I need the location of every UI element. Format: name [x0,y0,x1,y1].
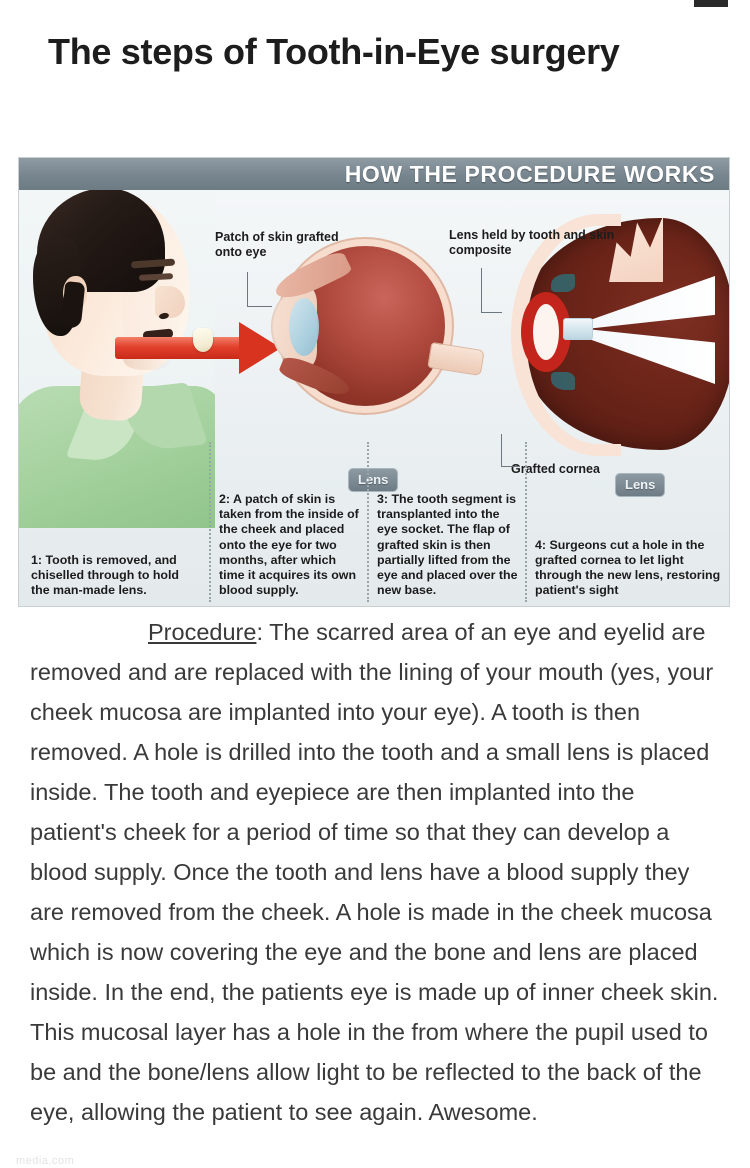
procedure-body-text: The scarred area of an eye and eyelid are removed and are replaced with the lining of your mouth (yes, your cheek mucosa are implanted into your eye). A tooth is then removed. A hole is drilled into the tooth and a small lens is placed inside. The tooth and eyepiece are then implanted into the patient's cheek for a period of time so that they can develop a blood supply. Once the tooth and lens have a blood supply they are removed from the cheek. A hole is made in the cheek mucosa which is now covering the eye and the bone and lens are placed inside. In the end, the patients eye is made up of inner cheek skin. This mucosal layer has a hole in the from where the pupil used to be and the bone/lens allow light to be reflected to the back of the eye, allowing the patient to see again. Awesome. [30,619,719,1125]
step-divider-1 [209,442,211,602]
nose-shape [155,286,185,318]
tooth-icon [193,328,213,352]
callout-patch-of-skin: Patch of skin grafted onto eye [215,230,339,259]
step-captions-row [19,482,729,606]
eye-cross-section-diagram [265,242,455,432]
step-number-4: 4: [535,537,547,552]
callout-grafted-cornea: Grafted cornea [511,462,600,476]
step-caption-2 [219,492,359,598]
step-divider-3 [525,442,527,602]
infographic-panel [18,157,730,607]
infographic-banner [19,158,729,190]
procedure-description [30,612,720,1132]
implanted-lens-cylinder [563,318,593,340]
step-text-3: The tooth segment is transplanted into the eye socket. The flap of grafted skin is then partially lifted from the eye and placed over the new base. [377,492,518,597]
callout-leader-grafted-cornea [501,434,520,467]
bottom-clipped-text: media.com [16,1155,75,1167]
top-clipped-mark [694,0,728,7]
lens-label-left: Lens [348,468,398,492]
step-text-4: Surgeons cut a hole in the grafted cornea to let light through the new lens, restoring patient's sight [535,537,721,597]
callout-leader-lens-held [481,268,502,313]
step-number-2: 2: [219,492,231,507]
page-title: The steps of Tooth-in-Eye surgery [48,31,620,72]
step-divider-2 [367,442,369,602]
step-caption-1 [31,553,199,598]
arrow-shaft [115,337,247,359]
callout-leader-patch [247,272,272,307]
step-caption-4 [535,538,725,599]
step-text-1: Tooth is removed, and chiselled through to hold the man-made lens. [31,552,179,597]
step-caption-3 [377,492,519,598]
procedure-label: Procedure [148,619,257,645]
lens-shape [289,298,319,356]
step-number-3: 3: [377,492,389,507]
infographic-stage [19,190,729,606]
callout-lens-held: Lens held by tooth and skin composite [449,228,615,257]
step-text-2: A patch of skin is taken from the inside of the cheek and placed onto the eye for two months, after which time it acquires its own blood supply. [219,492,359,597]
lens-label-right: Lens [615,473,665,497]
infographic-banner-title: HOW THE PROCEDURE WORKS [344,161,715,187]
tissue-marker-upper [551,274,575,292]
step-number-1: 1: [31,552,43,567]
optic-nerve-shape [427,342,484,376]
procedure-colon: : [256,619,270,645]
